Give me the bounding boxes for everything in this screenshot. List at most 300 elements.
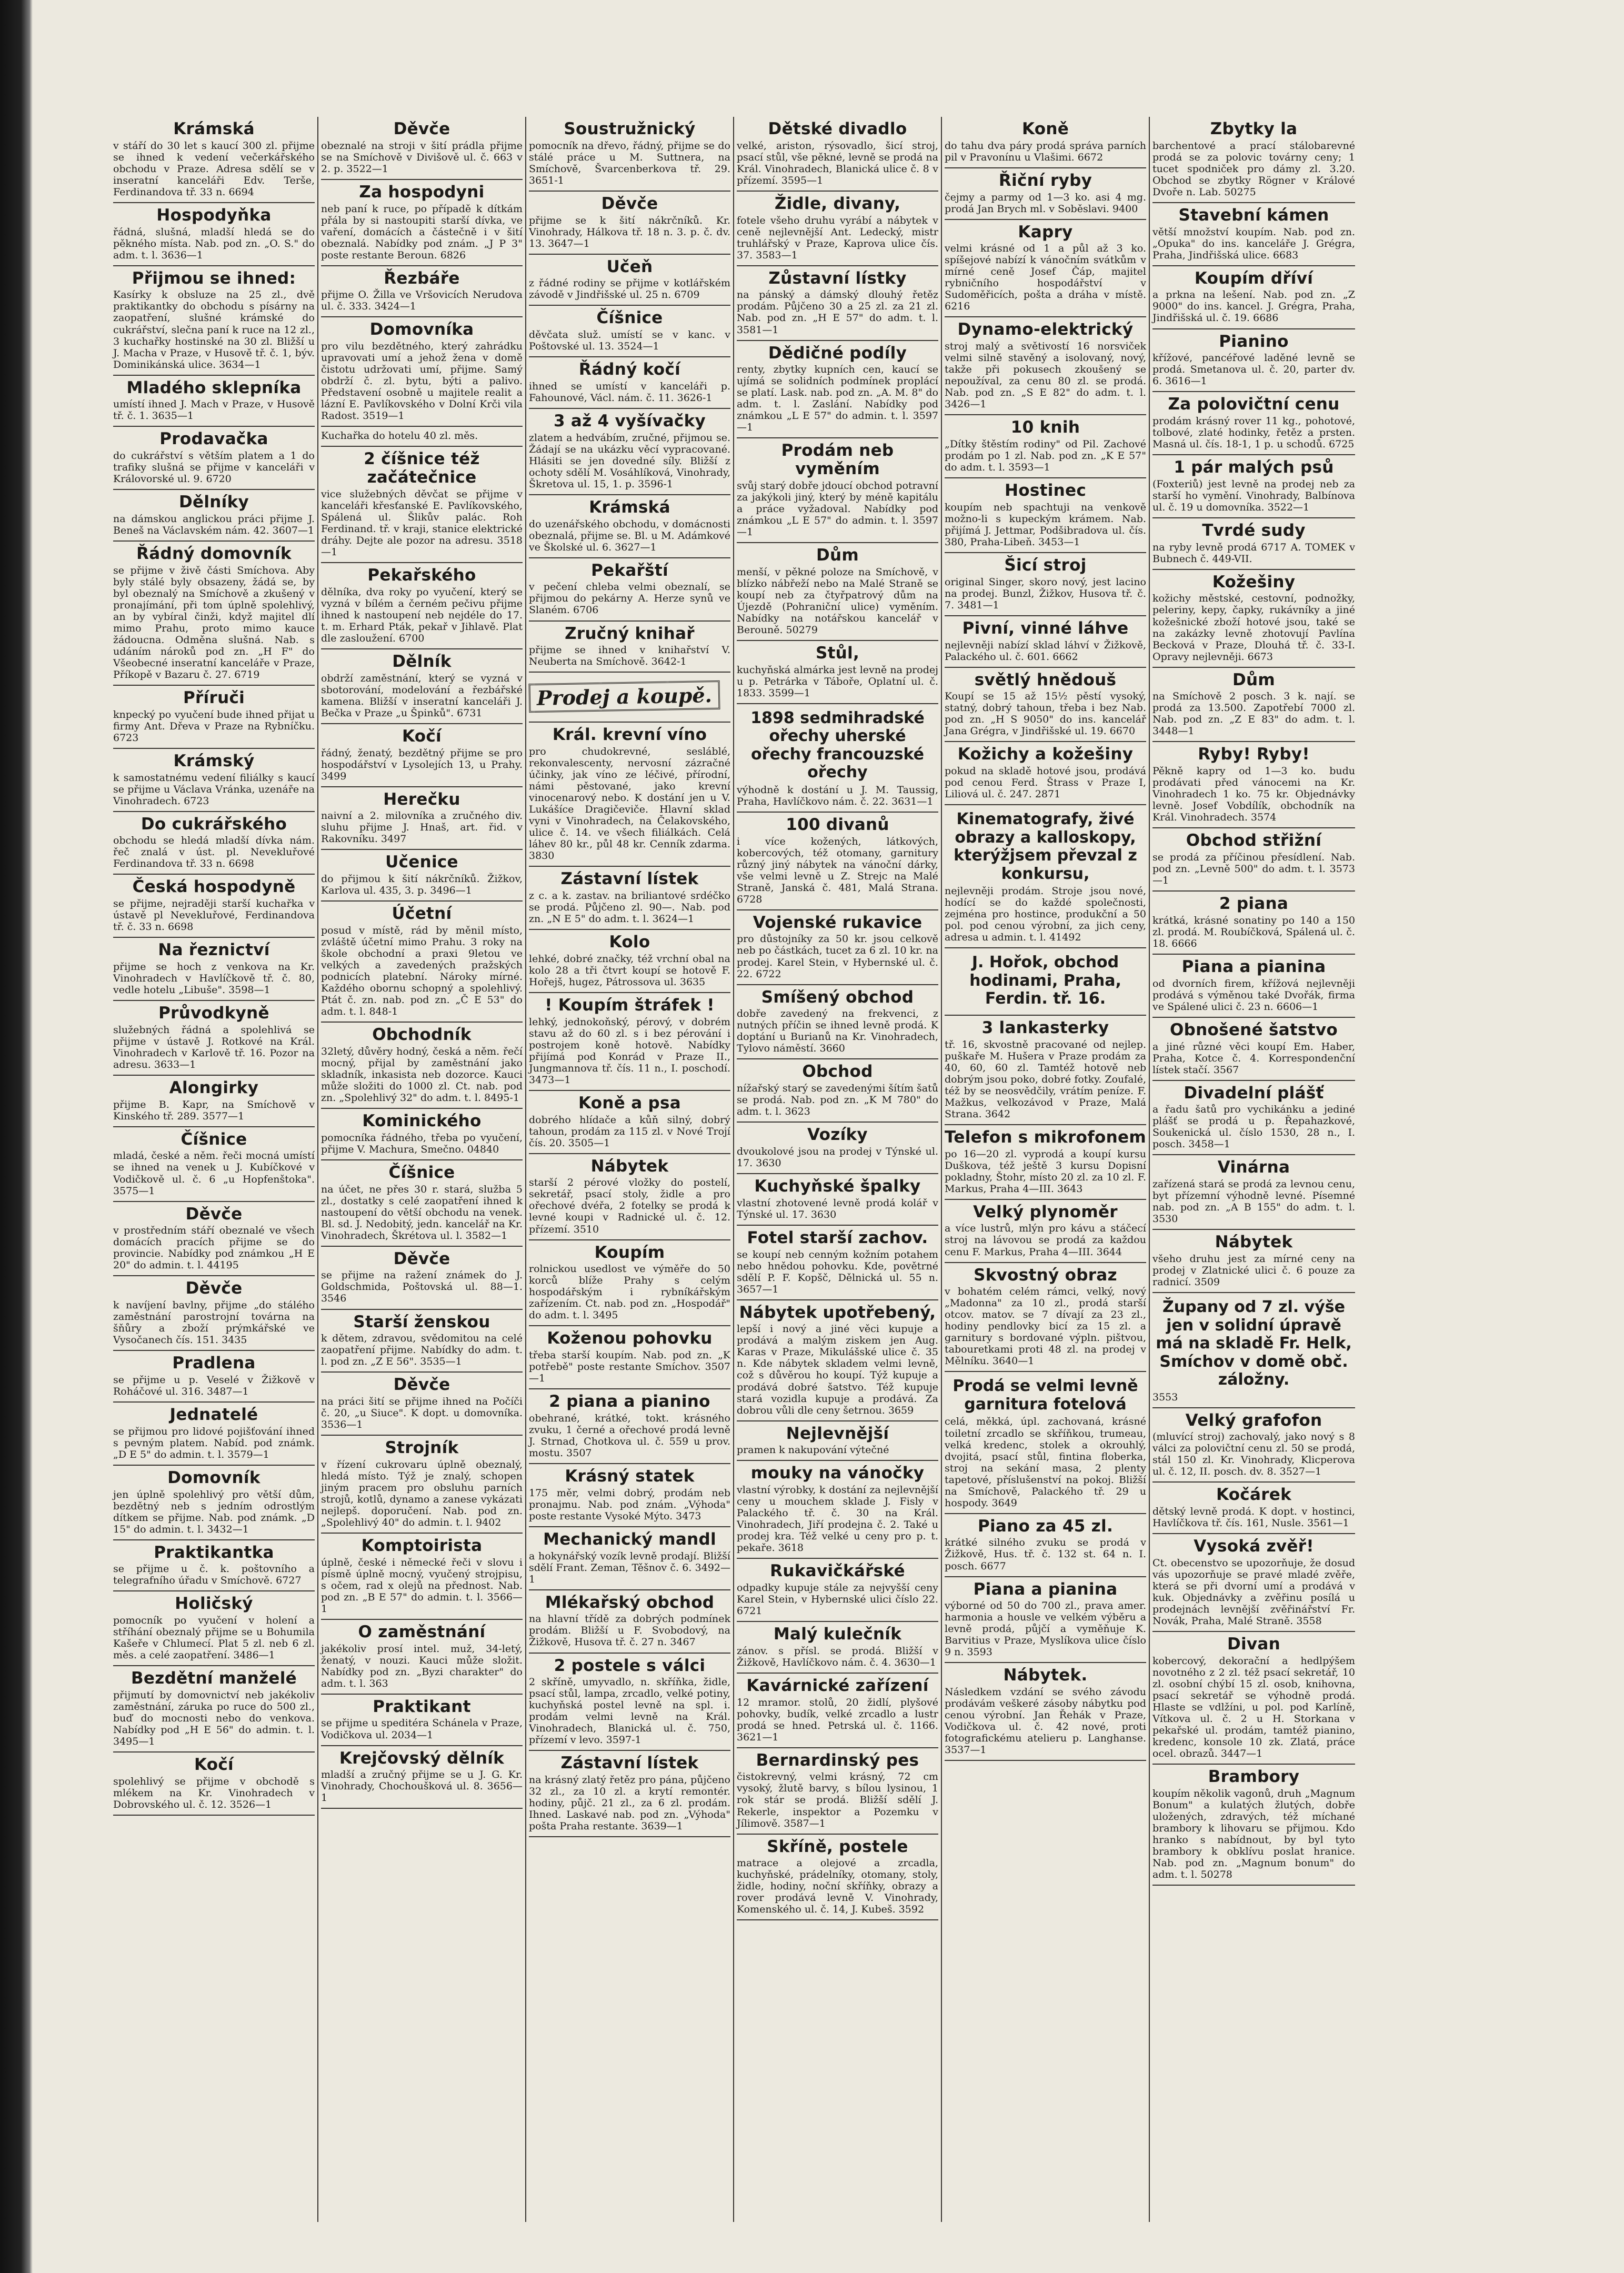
ad-heading: Obchodník <box>372 1025 472 1045</box>
ad-heading: Řezbáře <box>384 268 460 288</box>
classified-ad <box>1152 828 1355 892</box>
classified-ad <box>737 266 938 341</box>
classified-ad <box>113 1540 315 1592</box>
ad-body-text: svůj starý dobře jdoucí obchod potravní za jakýkoli jiný, který by méně kapitálu a práce vyžadoval. Nabídky pod známkou „L E 57" do admin. t. l. 3597—1 <box>737 479 938 538</box>
classified-ad <box>945 1663 1146 1761</box>
classified-ad <box>737 341 938 439</box>
classified-ad <box>113 542 315 686</box>
ad-heading: ! Koupím štráfek ! <box>545 995 715 1015</box>
ad-heading: Nábytek <box>1215 1233 1293 1252</box>
classified-ad <box>321 1534 523 1620</box>
ad-body-text: velké, ariston, rýsovadlo, šicí stroj, psací stůl, vše pěkné, levně se prodá na Král. Vinohradech, Blanická ulice č. 8 v přízemí. 3595—1 <box>737 139 938 186</box>
classified-ad <box>529 622 730 673</box>
classified-ad <box>945 1263 1146 1373</box>
ad-heading: Herečku <box>383 789 460 809</box>
ad-body-text: ihned se umístí v kanceláři p. Fahounové, Václ. nám. č. 11. 3626-1 <box>529 380 730 404</box>
ad-heading: Pekařského <box>367 566 476 585</box>
ad-body-text: v prostředním stáří obeznalé ve všech domácích pracích přijme se do provincie. Nabídky pod známkou „H E 20" do admin. t. l. 44195 <box>113 1225 315 1271</box>
ad-body-text: tř. 16, skvostně pracované od nejlep. puškaře M. Hušera v Praze prodám za 40, 60, 60 zl. Tamtéž hotově neb dobrým jsou poko, dobré fotky. Zoufalé, též by se neosvědčily, vrátím peníze. F. Mažkus, velkozávod v Praze, Malá Strana. 3642 <box>945 1038 1146 1120</box>
ad-heading: Děvče <box>393 1375 450 1395</box>
ad-column <box>111 117 318 2222</box>
ad-body-text: (mluvící stroj) zachovalý, jako nový s 8 válci za polovičtní cenu zl. 50 se prodá, stál 150 zl. Kr. Vinohrady, Klicperova ul. č. 12, II. posch. dv. 8. 3527—1 <box>1152 1431 1355 1478</box>
ad-body-text: mladší a zručný přijme se u J. G. Kr. Vinohrady, Chochoušková ul. 8. 3656—1 <box>321 1769 523 1804</box>
ad-heading: Nejlevnější <box>786 1424 889 1443</box>
classified-ad <box>113 1276 315 1351</box>
ad-heading: Župany od 7 zl. výše jen v solidní úpravě má na skladě Fr. Helk, Smíchov v domě obč. záložny. <box>1156 1298 1352 1389</box>
page-spine-shadow <box>0 0 33 2273</box>
ad-heading: Kolo <box>609 933 650 952</box>
ad-body-text: a prkna na lešení. Nab. pod zn. „Z 9000" do ins. kancel. J. Grégra, Praha, Jindřišská ul. č. 19. 6686 <box>1152 289 1355 324</box>
ad-heading: 3 lankasterky <box>981 1018 1109 1037</box>
ad-body-text: se přijme u speditéra Schánela v Praze, Vodičkova ul. 2034—1 <box>321 1717 523 1741</box>
ad-heading: Skvostný obraz <box>974 1265 1117 1285</box>
ad-body-text: (Foxteriů) jest levně na prodej neb za starší ho vymění. Vinohrady, Balbínova ul. č. 19 u domovníka. 3522—1 <box>1152 478 1355 513</box>
ad-body-text: krátké silného zvuku se prodá v Žižkově, Hus. tř. č. 132 st. 64 n. I. posch. 6677 <box>945 1537 1146 1572</box>
ad-body-text: jakékoliv prosí intel. muž, 34-letý, ženatý, v nouzi. Kauci může složit. Nabídky pod zn. „Byzi charakter" do adm. t. l. 363 <box>321 1643 523 1689</box>
ad-heading: Pradlena <box>172 1354 256 1373</box>
classified-ad <box>737 1300 938 1421</box>
classified-ad <box>945 553 1146 616</box>
ad-body-text: k dětem, zdravou, svědomitou na celé zaopatření přijme. Nabídky do adm. t. l. pod zn. „Z E 56". 3535—1 <box>321 1333 523 1368</box>
ad-heading: Obnošené šatstvo <box>1169 1020 1338 1039</box>
ad-body-text: koupím několik vagonů, druh „Magnum Bonum" a kulatých žlutých, dobře uložených, zdravých, též míchané brambory k lihovaru se přijmou. Kdo hranko s nabídnout, by byl tyto brambory k obklívu poslat hranice. Nab. pod zn. „Magnum bonum" do adm. t. l. 50278 <box>1152 1787 1355 1881</box>
classified-ad <box>737 1174 938 1226</box>
ad-body-text: krátká, krásné sonatiny po 140 a 150 zl. prodá. M. Roubíčková, Spálená ul. č. 18. 6666 <box>1152 914 1355 949</box>
classified-ad <box>737 641 938 704</box>
ad-heading: Divadelní plášť <box>1184 1083 1324 1103</box>
ad-body-text: pomocník po vyučení v holení a stříhání obeznalý přijme se u Bohumila Kašeře v Chlumecí. Plat 5 zl. neb 6 zl. měs. a celé zaopatření. 3486—1 <box>113 1615 315 1661</box>
ad-heading: Průvodkyně <box>158 1004 269 1023</box>
ad-heading: Řádný domovník <box>136 544 292 563</box>
ad-body-text: od dvorních firem, křížová nejlevněji prodává s výměnou také Dvořák, firma ve Spálené ulici č. 23 n. 6606—1 <box>1152 977 1355 1013</box>
ad-heading: Krámský <box>173 751 255 770</box>
ad-body-text: naivní a 2. milovníka a zručného div. sluhu přijme J. Hnaš, art. řid. v Rakovníku. 3497 <box>321 810 523 845</box>
classified-ad <box>945 220 1146 318</box>
classified-ad <box>737 1461 938 1559</box>
classified-ad <box>945 1016 1146 1125</box>
ad-body-text: se přijme v živě části Smíchova. Aby byly stálé byly obsazeny, žádá se, by byl obeznalý na Smíchově a zkušený v pronajímání, při tom úplně spolehlivý, an by vybíral činži, když majitel dlí mimo Prahu, proto mimo kauce žádoucna. Odměna slušná. Nab. s udáním nároků pod zn. „H F" do Všeobecné inseratní kanceláře v Praze, Příkopě v Bazaru č. 27. 6719 <box>113 564 315 680</box>
ad-body-text: přijme se ihned v knihařství V. Neuberta na Smíchově. 3642-1 <box>529 644 730 668</box>
ad-body-text: do cukrářství s větším platem a 1 do trafiky slušná se přijme v kanceláři v Královorské ul. 9. 6720 <box>113 450 315 485</box>
ad-heading: Domovníka <box>369 320 474 339</box>
ad-body-text: pro vilu bezdětného, který zahrádku upravovati umí a jehož žena v domě čistotu udržovati umí, přijme. Samý obdrží č. zl. bytu, býti a palivo. Představení osobně u majitele realit a lázní E. Pavlíkovského v Dolní Krči vila Radost. 3519—1 <box>321 341 523 422</box>
classified-ad <box>945 1200 1146 1263</box>
ad-heading: Jednatelé <box>169 1405 258 1425</box>
classified-ad <box>321 563 523 649</box>
ad-body-text: a hokynářský vozík levně prodají. Bližší sdělí Frant. Zeman, Těšnov č. 6. 3492—1 <box>529 1550 730 1585</box>
ad-heading: Brambory <box>1208 1767 1300 1787</box>
ad-body-text: rolnickou usedlost ve výměře do 50 korců blíže Prahy s celým hospodářským i rybníkářským zařízením. Ct. nab. pod zn. „Hospodář" do adm. t. l. 3495 <box>529 1263 730 1321</box>
classified-ad <box>113 749 315 812</box>
ad-body-text: pokud na skladě hotové jsou, prodává pod cenou Ferd. Štrass v Praze I, Liliová ul. č. 247. 2871 <box>945 765 1146 800</box>
ad-body-text: Následkem vzdání se svého závodu prodávám veškeré zásoby nábytku pod cenou výrobní. Jan Řehák v Praze, Vodičkova ul. č. 42 nové, proti fotografickému atelieru p. Langhanse. 3537—1 <box>945 1686 1146 1756</box>
classified-ad <box>1152 1081 1355 1156</box>
classified-ad <box>945 948 1146 1016</box>
ad-body-text: barchentové a prací stálobarevné prodá se za polovic továrny ceny; 1 tucet spodniček pro dámy zl. 3.20. Obchod se zbytky Rögner v Králové Dvoře n. Lab. 50275 <box>1152 139 1355 198</box>
ad-body-text: vlastní výrobky, k dostání za nejlevnější ceny u mouchem sklade J. Fisly v Palackého tř. č. 30 na Král. Vinohradech, Jiří prodejna č. 2. Také u prodej kra. Též velké u ceny pro p. t. pekaře. 3618 <box>737 1484 938 1554</box>
classified-ad <box>945 668 1146 743</box>
ad-heading: Tvrdé sudy <box>1202 520 1306 540</box>
classified-ad <box>321 649 523 724</box>
ad-heading: Praktikantka <box>154 1543 274 1562</box>
classified-ad <box>529 1527 730 1590</box>
ad-body-text: pomocníka řádného, třeba po vyučení, přijme V. Machura, Smečno. 04840 <box>321 1132 523 1155</box>
ad-heading: Kavárnické zařízení <box>746 1676 929 1695</box>
classified-ad <box>529 1154 730 1240</box>
classified-ad <box>945 478 1146 553</box>
classified-ad <box>321 724 523 787</box>
classified-ad <box>113 1666 315 1753</box>
ad-heading: O zaměstnání <box>358 1622 486 1641</box>
classified-ad <box>1152 955 1355 1018</box>
classified-ad <box>113 1001 315 1076</box>
ad-body-text: do přijmou k šití nákrčníků. Žižkov, Karlova ul. 435, 3. p. 3496—1 <box>321 873 523 897</box>
classified-ad <box>1152 1534 1355 1632</box>
ad-heading: Přijmou se ihned: <box>132 268 296 288</box>
classified-ad <box>321 1746 523 1809</box>
ad-heading: Divan <box>1227 1635 1281 1654</box>
ad-heading: Telefon s mikrofonem <box>945 1127 1146 1147</box>
ad-heading: Na řeznictví <box>158 940 270 960</box>
ad-body-text: vice služebných děvčat se přijme v kanceláři křesťanské E. Pavlíkovského, Spálená ul. Šlikův palác. Roh Ferdinand. tř. v kraji, stanice elektrické dráhy. Dejte ale pozor na adresu. 3518—1 <box>321 488 523 558</box>
ad-column <box>734 117 942 2222</box>
classified-ad <box>1152 1483 1355 1534</box>
classified-ad <box>945 117 1146 168</box>
classified-ad <box>1152 392 1355 455</box>
ad-heading: Hostinec <box>1004 481 1086 500</box>
ad-heading: Malý kulečník <box>773 1625 902 1644</box>
ad-heading: Koženou pohovku <box>547 1329 713 1348</box>
ad-body-text: kobercový, dekorační a hedlpýšem novotného z 2 zl. též psací sekretář, 10 zl. osobní chýbí 15 zl. osob, knihovna, psací sekretář se výhodně prodá. Hlaste se vdlžíni, u pol. pod Karlíně, Vítkova ul. č. 2 u H. Storkana v pekařské ul. prodám, tamtéž pianino, kredenc, konsole 10 zk. Zlatá, práce ocel. obrazů. 3447—1 <box>1152 1655 1355 1760</box>
ad-heading: Zbytky la <box>1210 119 1298 138</box>
classified-ad <box>321 117 523 180</box>
classified-ad <box>945 1125 1146 1200</box>
ad-body-text: Kasírky k obsluze na 25 zl., dvě praktikantky do obchodu s písárny na zaopatření, slušné krámské do cukrářství, slečna paní k ruce na 12 zl., 3 kuchařky hostinské na 30 zl. Bližší u J. Macha v Praze, v Husově tř. č. 1, býv. Dominikánská ulice. 3634—1 <box>113 289 315 371</box>
classified-ad <box>321 1160 523 1247</box>
ad-heading: 1 pár malých psů <box>1174 458 1334 477</box>
ad-body-text: z c. a k. zastav. na briliantové srdéčko se prodá. Půjčeno zl. 90—. Nab. pod zn. „N E 5" do adm. t. l. 3624—1 <box>529 890 730 925</box>
classified-ad <box>113 117 315 203</box>
classified-ad <box>1152 117 1355 203</box>
classified-columns <box>111 117 1568 2222</box>
ad-body-text: na účet, ne přes 30 r. stará, služba 5 zl., dostatky s celé zaopatření ihned k nastoupení do větší obchodu na venek. Bl. sd. J. Nedobitý, jedn. kancelář na Kr. Vinohradech, Škrétova ul. l. 3582—1 <box>321 1183 523 1241</box>
ad-heading: Mladého sklepníka <box>126 378 302 397</box>
ad-heading: Kožešiny <box>1212 572 1296 592</box>
ad-body-text: děvčata služ. umístí se v kanc. v Poštovské ul. 13. 3524—1 <box>529 329 730 353</box>
classified-ad <box>1152 570 1355 668</box>
classified-ad <box>1152 1408 1355 1483</box>
classified-ad <box>529 306 730 357</box>
ad-body-text: dělníka, dva roky po vyučení, který se vyzná v bílém a černém pečivu přijme ihned k nastoupení neb nejdéle do 17. t. m. Erhard Pták, pekař v Jihlavě. Plat dle zasloužení. 6700 <box>321 586 523 644</box>
ad-heading: Účetní <box>392 904 452 924</box>
ad-heading: Koupím dříví <box>1194 268 1314 288</box>
ad-heading: Kožichy a kožešiny <box>957 745 1134 764</box>
ad-heading: Ryby! Ryby! <box>1198 745 1310 764</box>
ad-heading: mouky na vánočky <box>750 1464 925 1483</box>
classified-ad <box>1152 203 1355 266</box>
classified-ad <box>529 495 730 558</box>
classified-ad <box>529 867 730 930</box>
ad-body-text: křížové, pancéřové laděné levně se prodá. Smetanova ul. č. 20, parter dv. 6. 3616—1 <box>1152 352 1355 387</box>
classified-ad <box>1152 668 1355 743</box>
ad-heading: Pivní, vinné láhve <box>962 618 1129 638</box>
classified-ad <box>945 616 1146 668</box>
ad-body-text: v stáří do 30 let s kaucí 300 zl. přijme se ihned k vedení večerkářského obchodu v Praze. Adresa sdělí se v inseratní kanceláři Edv. Terše, Ferdinandova tř. 33 n. 6694 <box>113 139 315 198</box>
classified-ad <box>113 1202 315 1277</box>
classified-ad <box>1152 1018 1355 1081</box>
classified-ad <box>529 930 730 993</box>
ad-body-text: koupím neb spachtuji na venkově možno-li s kupeckým krámem. Nab. přijímá J. Jettmar, Podšibradova ul. čís. 380, Praha-Libeň. 3453—1 <box>945 501 1146 548</box>
ad-heading: Piana a pianina <box>1181 957 1326 976</box>
classified-ad <box>1152 266 1355 329</box>
classified-ad <box>737 1835 938 1921</box>
ad-body-text: Koupí se 15 až 15½ pěstí vysoký, statný, dobrý tahoun, třeba i bez Nab. pod zn. „H S 9050" do ins. kancelář Jana Grégra, v Jindřišské ul. 19. 6670 <box>945 690 1146 737</box>
ad-body-text: služebných řádná a spolehlivá se přijme v ústavě J. Rotkové na Král. Vinohradech v Karlově tř. 16. Pozor na adresu. 3633—1 <box>113 1024 315 1070</box>
ad-heading: Řiční ryby <box>998 171 1092 190</box>
ad-heading: Děvče <box>393 119 450 138</box>
ad-heading: Dědičné podíly <box>768 343 907 363</box>
ad-heading: Pekařští <box>591 560 668 580</box>
ad-body-text: nejlevněji nabízí sklad láhví v Žižkově, Palackého ul. č. 601. 6662 <box>945 639 1146 663</box>
ad-heading: Kinematografy, živé obrazy a kalloskopy, kterýžjsem převzal z konkursu, <box>954 810 1137 883</box>
classified-ad <box>529 1389 730 1464</box>
ad-body-text: a více lustrů, mlýn pro kávu a stáčecí stroj na lávovou se prodá za každou cenu F. Markus, Praha 4—III. 3644 <box>945 1223 1146 1258</box>
ad-body-text: lehký, jednokoňský, pérový, v dobrém stavu až do 60 zl. s i bez pérování i postrojem koně hotově. Nabídky přijímá pod Konrád v Praze II., Jungmannova tř. čís. 11 n., I. poschodí. 3473—1 <box>529 1016 730 1086</box>
ad-body-text: pramen k nakupování výtečné <box>737 1444 889 1456</box>
ad-heading: Starší ženskou <box>353 1312 490 1331</box>
ad-body-text: obeznalé na stroji v šití prádla přijme se na Smíchově v Divišově ul. č. 663 v 2. p. 3522—1 <box>321 139 523 175</box>
ad-body-text: přijme O. Žilla ve Vršovicích Nerudova ul. č. 333. 3424—1 <box>321 289 523 313</box>
ad-body-text: čistokrevný, velmi krásný, 72 cm vysoký, žlutě barvy, s bílou lysinou, 1 rok stár se prodá. Bližší sdělí J. Rekerle, inspektor a Pozemku v Jílimově. 3587—1 <box>737 1771 938 1829</box>
ad-body-text: lehké, dobré značky, též vrchní obal na kolo 28 a tři čtvrt koupí se hotově F. Hořejš, hugez, Pátrossova ul. 3635 <box>529 953 730 988</box>
ad-heading: Hospodyňka <box>156 205 272 225</box>
classified-ad <box>529 1240 730 1327</box>
ad-body-text: v řízení cukrovaru úplně obeznalý, hledá místo. Týž je znalý, schopen jiným pracem pro obsluhu parních strojů, kotlů, dynamo a zanese vykázati nejlepš. doporučení. Nab. pod zn. „Spolehlivý 40" do admin. t. l. 9402 <box>321 1458 523 1528</box>
classified-ad <box>529 1326 730 1389</box>
ad-body-text: do tahu dva páry prodá správa parních pil v Pravonínu u Vlašimi. 6672 <box>945 139 1146 163</box>
classified-ad <box>113 1591 315 1666</box>
classified-ad <box>321 902 523 1023</box>
classified-ad <box>529 409 730 495</box>
classified-ad <box>113 266 315 376</box>
ad-heading: Obchod <box>802 1062 873 1082</box>
ad-body-text: přijme B. Kapr, na Smíchově v Kinského tř. 289. 3577—1 <box>113 1098 315 1122</box>
ad-body-text: v pečení chleba velmi obeznalí, se přijmou do pekárny A. Herze synů ve Slaném. 6706 <box>529 581 730 616</box>
classified-ad <box>737 1622 938 1674</box>
ad-heading: 10 knih <box>1010 418 1080 437</box>
ad-body-text: kuchyňská almárka jest levně na prodej u p. Petrárka v Táboře, Oplatní ul. č. 1833. 3599—1 <box>737 664 938 699</box>
ad-heading: 100 divanů <box>786 815 889 834</box>
ad-body-text: a jiné různé věci koupí Em. Haber, Praha, Kotce č. 4. Korrespondenční lístek stačí. 3567 <box>1152 1040 1355 1076</box>
classified-ad <box>529 1091 730 1154</box>
classified-ad <box>321 266 523 318</box>
ad-body-text: 175 měr, velmi dobrý, prodám neb pronajmu. Nab. pod znám. „Výhoda" poste restante Vysoké Mýto. 3473 <box>529 1487 730 1522</box>
classified-ad <box>321 317 523 427</box>
ad-body-text: obehrané, krátké, tokt. krásného zvuku, 1 černé a ořechové prodá levně J. Strnad, Chotkova ul. č. 559 u prov. mostu. 3507 <box>529 1412 730 1459</box>
ad-body-text: kožichy městské, cestovní, podnožky, peleriny, kepy, čapky, rukávníky a jiné kožešnické zboží hotové jsou, také se na zakázky levně zhotovují Pavlína Becková v Praze, Dlouhá tř. č. 33-I. Opravy nejlevněji. 6673 <box>1152 593 1355 663</box>
classified-ad <box>737 1559 938 1622</box>
ad-body-text: pro chudokrevné, sesláblé, rekonvalescenty, nervosní zázračné účinky, jak víno ze léčivé, přírodní, námi pěstované, jako krevní vinocenarový nebo. K dostání jen u V. Lukášíce Dragičeviče. Hlavní sklad vyni v Vinohradech, na Čelakovského, ulice č. 14. ve všech filiálkách. Celá láhev 80 kr., půl 48 kr. Cenník zdarma. 3830 <box>529 746 730 862</box>
classified-ad <box>321 1620 523 1695</box>
ad-body-text: neb paní k ruce, po případě k dítkám přála by si nastoupiti starší dívka, ve vaření, domácích a částečně i v šití obeznalá. Nabídky pod znám. „J P 3" poste restante Beroun. 6826 <box>321 203 523 261</box>
ad-body-text: se přijmou pro lidové pojišťování ihned s pevným platem. Nabíd. pod známk. „D E 5" do admin. t. l. 3579—1 <box>113 1425 315 1460</box>
ad-body-text: zánov. s přísl. se prodá. Bližší v Žižkově, Havlíčkovo nám. č. 4. 3630—1 <box>737 1645 938 1668</box>
ad-heading: Fotel starší zachov. <box>747 1228 928 1247</box>
ad-body-text: čejmy a parmy od 1—3 ko. asi 4 mg. prodá Jan Brych ml. v Soběslavi. 9400 <box>945 191 1146 215</box>
ad-body-text: na dámskou anglickou práci přijme J. Beneš na Václavském nám. 42. 3607—1 <box>113 513 315 536</box>
ad-heading: Kuchyňské špalky <box>754 1177 921 1196</box>
classified-ad <box>113 376 315 427</box>
ad-body-text: na hlavní třídě za dobrých podmínek prodám. Bližší u F. Svobodový, na Žižkově, Husova tř. č. 27 n. 3467 <box>529 1613 730 1648</box>
ad-heading: Stavební kámen <box>1178 205 1329 225</box>
ad-body-text: do uzenářského obchodu, v domácnosti obeznalá, přijme se. Bl. u M. Adámkové ve Školské ul. 6. 3627—1 <box>529 518 730 553</box>
ad-body-text: dobře zavedený na frekvenci, z nutných příčin se ihned levně prodá. K doptání u Burianů na Kr. Vinohradech, Tylovo náměstí. 3660 <box>737 1008 938 1055</box>
ad-heading: Kapry <box>1018 222 1073 242</box>
ad-body-text: vlastní zhotovené levně prodá kolář v Týnské ul. 17. 3630 <box>737 1197 938 1220</box>
classified-ad <box>529 1654 730 1751</box>
classified-ad <box>737 438 938 543</box>
classified-ad <box>529 192 730 255</box>
ad-heading: Holičský <box>175 1594 253 1614</box>
ad-body-text: na ryby levně prodá 6717 A. TOMEK v Bubnech č. 449-VII. <box>1152 541 1355 565</box>
classified-ad <box>321 427 523 447</box>
ad-body-text: velmi krásné od 1 a půl až 3 ko. spíšejové nabízí k vánočním svátkům v mírné ceně Josef Čáp, majitel rybničního hospodářství v Sudoměřicích, pošta a dráha v místě. 6216 <box>945 243 1146 313</box>
classified-ad <box>1152 1293 1355 1408</box>
ad-heading: Komptoirista <box>361 1536 483 1556</box>
classified-ad <box>737 1123 938 1174</box>
ad-body-text: 32letý, důvěry hodný, česká a něm. řečí mocný, přijal by zaměstnání jako skladník, inkasista neb dozorce. Kauci může složiti do 1000 zl. Ct. nab. pod zn. „Spolehlivý 32" do adm. t. l. 8495-1 <box>321 1045 523 1104</box>
classified-ad <box>737 704 938 813</box>
ad-body-text: se přijme, nejraději starší kuchařka v ústavě pl Nevekluřové, Ferdinandova tř. č. 33 n. 6698 <box>113 898 315 933</box>
ad-heading: Zručný knihař <box>565 624 695 643</box>
classified-ad <box>113 203 315 266</box>
ad-body-text: řádná, slušná, mladší hledá se do pěkného místa. Nab. pod zn. „O. S." do adm. t. l. 3636—1 <box>113 226 315 261</box>
ad-body-text: na pánský a dámský dlouhý řetěz prodám. Půjčeno 30 a 25 zl. za 21 zl. Nab. pod zn. „H E 57" do adm. t. l. 3581—1 <box>737 289 938 336</box>
ad-body-text: zařízená stará se prodá za levnou cenu, byt přízemní výhodně levné. Písemné nab. pod zn. „A B 155" do adm. t. l. 3530 <box>1152 1178 1355 1225</box>
ad-heading: světlý hnědouš <box>974 670 1117 689</box>
classified-ad <box>321 1373 523 1436</box>
classified-ad <box>321 1109 523 1160</box>
ad-body-text: posud v místě, rád by měnil místo, zvláště účetní mimo Prahu. 3 roky na škole obchodní a praxi 9letou ve velkých a zavedených pražských podnicích platební. Nároky mírné. Každého obornu schopný a spolehlivý. Ptát č. zn. nab. pod zn. „Č E 53" do adm. t. l. 848-1 <box>321 924 523 1018</box>
ad-heading: Krámská <box>173 119 255 138</box>
ad-heading: Nábytek <box>590 1156 669 1176</box>
ad-heading: Smíšený obchod <box>761 987 914 1007</box>
ad-heading: Číšnice <box>596 308 663 328</box>
ad-heading: Židle, divany, <box>774 194 901 213</box>
ad-heading: J. Hořok, obchod hodinami, Praha, Ferdin. tř. 16. <box>969 953 1121 1008</box>
classified-ad <box>113 1127 315 1202</box>
classified-ad <box>321 850 523 902</box>
ad-body-text: výhodně k dostání u J. M. Taussig, Praha, Havlíčkovo nám. č. 22. 3631—1 <box>737 784 938 807</box>
ad-heading: 2 postele s válci <box>554 1656 706 1675</box>
ad-body-text: spolehlivý se přijme v obchodě s mlékem na Kr. Vinohradech v Dobrovského ul. č. 12. 3526—1 <box>113 1775 315 1810</box>
ad-body-text: starší 2 pérové vložky do postelí, sekretář, psací stoly, židle a pro ořechové dvéřa, 2 fotelky se prodá k levné koupi v Radnické ul. č. 12. přízemí. 3510 <box>529 1177 730 1235</box>
classified-ad <box>529 117 730 192</box>
classified-ad <box>113 1466 315 1540</box>
ad-column <box>942 117 1150 2222</box>
ad-body-text: obdrží zaměstnání, který se vyzná v sbotorování, modelování a řezbářské kamena. Bližší v inseratní kanceláři J. Bečka v Praze „u Špinků". 6731 <box>321 672 523 719</box>
ad-heading: Koupím <box>594 1243 665 1262</box>
classified-ad <box>1152 1230 1355 1293</box>
ad-heading: Za polovičtní cenu <box>1168 395 1340 414</box>
classified-ad <box>321 787 523 850</box>
classified-ad <box>321 1247 523 1310</box>
classified-ad <box>113 1351 315 1403</box>
ad-heading: Prodá se velmi levně garnitura fotelová <box>953 1377 1138 1414</box>
ad-body-text: řádný, ženatý, bezdětný přijme se pro hospodářství v Lysolejích 13, u Prahy. 3499 <box>321 747 523 782</box>
classified-ad <box>529 723 730 867</box>
ad-body-text: 2 skříně, umyvadlo, n. skříňka, židle, psací stůl, lampa, zrcadlo, velké potiny, kuchyňská postel levně na spl. i. prodám velmi levně na Král. Vinohradech, Blanická ul. č. 750, přízemí v levo. 3597-1 <box>529 1676 730 1746</box>
classified-ad <box>113 490 315 542</box>
ad-heading: Česká hospodyně <box>132 877 296 897</box>
ad-heading: Šicí stroj <box>1004 556 1087 575</box>
section-title-sale-and-purchase: Prodej a koupě. <box>529 680 720 713</box>
ad-body-text: prodám krásný rover 11 kg., pohotové, tolbové, zlaté hodinky, řetěz a prsten. Masná ul. čís. 18-1, 1 p. u schodů. 6725 <box>1152 415 1355 450</box>
ad-body-text: všeho druhu jest za mírné ceny na prodej v Zlatnické ulici č. 6 pouze za radnicí. 3509 <box>1152 1253 1355 1288</box>
ad-body-text: a řadu šatů pro vychikánku a jediné plášť se prodá u p. Řepahazkové, Soukenická ul. číslo 1530, 28 n., I. posch. 3458—1 <box>1152 1104 1355 1150</box>
classified-ad <box>945 742 1146 805</box>
ad-heading: Krásný statek <box>565 1467 695 1486</box>
ad-body-text: k navíjení bavlny, přijme „do stálého zaměstnání parostrojní továrna na šňůry a zboží prýmkářské ve Vysočanech čís. 151. 3435 <box>113 1299 315 1346</box>
ad-body-text: na krásný zlatý řetěz pro pána, půjčeno 32 zl., za 10 zl. a krytí remontér. hodiny, půjč. 21 zl., za 6 zl. prodám. Ihned. Laskavé nab. pod zn. „Výhoda" pošta Praha restante. 3639—1 <box>529 1774 730 1833</box>
ad-heading: Piana a pianina <box>973 1579 1118 1599</box>
classified-ad <box>737 910 938 985</box>
ad-body-text: Ct. obecenstvo se upozorňuje, že dosud vás upozorňuje se pravé mladé zvěře, která se při dvorní umí a prodává v kuk. Objednávky a zvěřinu posílá u prodejnách levnější zvěřinářství Fr. Novák, Praha, Malé Straně. 3558 <box>1152 1557 1355 1627</box>
classified-ad <box>945 1577 1146 1664</box>
classified-ad <box>113 1753 315 1816</box>
ad-heading: 1898 sedmihradské ořechy uherské ořechy francouzské ořechy <box>750 708 925 782</box>
ad-heading: 2 číšnice též začátečnice <box>364 449 480 487</box>
ad-heading: Krejčovský dělník <box>339 1748 505 1768</box>
ad-body-text: přijme se k šití nákrčníků. Kr. Vinohrady, Hálkova tř. 18 n. 3. p. č. dv. 13. 3647—1 <box>529 214 730 249</box>
ad-body-text: po 16—20 zl. vyprodá a koupí kursu Duškova, též ještě 3 kursu Dopisní pokladny, Štohr, místo 20 zl. za 10 zl. F. Markus, Praha 4—III. 3643 <box>945 1148 1146 1195</box>
ad-heading: Alongirky <box>169 1078 259 1097</box>
ad-heading: Nábytek. <box>1003 1666 1088 1685</box>
classified-ad <box>321 1310 523 1373</box>
ad-column <box>1150 117 1358 2222</box>
ad-heading: Zástavní lístek <box>560 869 699 889</box>
classified-ad <box>945 415 1146 478</box>
classified-ad <box>529 673 730 723</box>
ad-heading: Číšnice <box>388 1163 455 1182</box>
classified-ad <box>529 1464 730 1527</box>
classified-ad <box>529 558 730 622</box>
ad-heading: Kočárek <box>1216 1485 1292 1505</box>
ad-heading: Vozíky <box>807 1125 868 1145</box>
ad-heading: Nábytek upotřebený, <box>739 1303 936 1322</box>
ad-body-text: pro důstojníky za 50 kr. jsou celkově neb po částkách, tucet za 6 zl. 10 kr. na prodej. Karel Stein, v Hybernské ul. č. 22. 6722 <box>737 933 938 980</box>
classified-ad <box>529 993 730 1091</box>
ad-heading: Řádný kočí <box>578 360 681 379</box>
ad-body-text: celá, měkká, úpl. zachovaná, krásné toiletní zrcadlo se skříňkou, trumeau, velká kredenc, stolek a okrouhlý, dvojitá, psací stůl, fintina floberka, stroj na sekání masa, 2 plenty tapetové, příslušenství na pokoj. Bližší na Smíchově, Palackého tř. 29 u hospody. 3649 <box>945 1416 1146 1509</box>
ad-heading: Prodám neb vyměním <box>781 441 894 479</box>
classified-ad <box>321 180 523 266</box>
classified-ad <box>945 805 1146 948</box>
ad-heading: Vojenské rukavice <box>753 913 923 932</box>
classified-ad <box>737 192 938 266</box>
ad-heading: Piano za 45 zl. <box>977 1516 1114 1536</box>
classified-ad <box>321 1695 523 1746</box>
ad-heading: Vysoká zvěř! <box>1194 1537 1314 1556</box>
ad-heading: Soustružnický <box>564 119 696 138</box>
ad-body-text: Pěkně kapry od 1—3 ko. budu prodávati před vánocemi na Kr. Vinohradech 1 ko. 75 kr. Objednávky levně. Josef Vobdílík, obchodník na Král. Vinohradech. 3574 <box>1152 765 1355 824</box>
classified-ad <box>321 1436 523 1534</box>
ad-body-text: Kuchařka do hotelu 40 zl. měs. <box>321 430 478 442</box>
ad-heading: Dělníky <box>178 493 249 512</box>
ad-heading: Strojník <box>385 1438 459 1458</box>
ad-heading: Praktikant <box>373 1697 471 1716</box>
classified-ad <box>113 1076 315 1127</box>
